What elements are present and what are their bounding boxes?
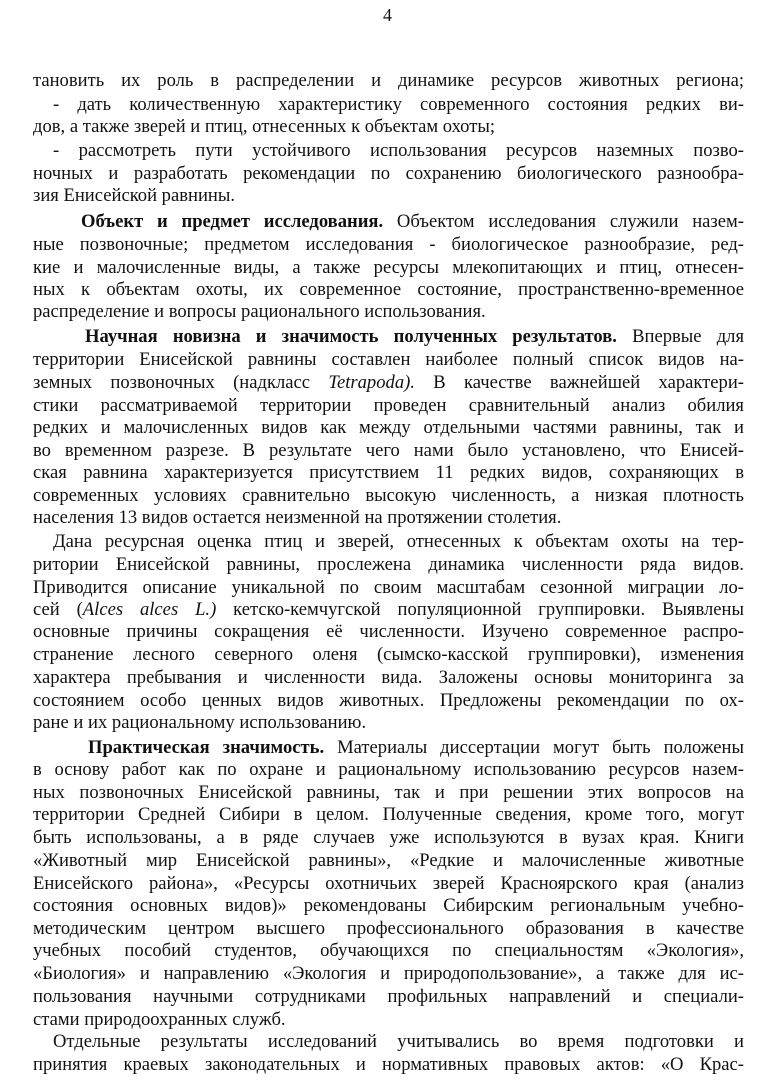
text-line-11: распределение и вопросы рационального использования. <box>33 301 486 323</box>
text-line-23: Приводится описание уникальной по своим масштабам сезонной миграции ло- <box>33 576 744 598</box>
section-heading-novelty: Научная новизна и значимость полученных результатов. <box>85 326 617 348</box>
text-line-16: редких и малочисленных видов как между отдельными частями равнины, так и <box>33 416 744 438</box>
text-line-9: кие и малочисленные виды, а также ресурсы млекопитающих и птиц, отнесен- <box>33 256 744 278</box>
text-line-41: пользования научными сотрудниками профильных направлений и специали- <box>33 985 744 1007</box>
text-line-4: - рассмотреть пути устойчивого использования ресурсов наземных позво- <box>53 140 744 162</box>
text-line-18: ская равнина характеризуется присутствием 11 редких видов, сохраняющих в <box>33 462 744 484</box>
text-line-35: «Животный мир Енисейской равнины», «Редкие и малочисленные животные <box>33 849 744 871</box>
text-line-44: принятия краевых законодательных и нормативных правовых актов: «О Крас- <box>33 1054 744 1075</box>
text-line-33: территории Средней Сибири в целом. Полученные сведения, кроме того, могут <box>33 804 744 826</box>
text-line-14: земных позвоночных (надкласс Tetrapoda). В качестве важнейшей характери- <box>33 371 744 393</box>
text-line-37: состояния основных видов)» рекомендованы Сибирским региональным учебно- <box>33 894 744 916</box>
text-line-13: территории Енисейской равнины составлен наиболее полный список видов на- <box>33 349 744 371</box>
text-line-43: Отдельные результаты исследований учитывались во время подготовки и <box>53 1030 744 1052</box>
text-line-26: странение лесного северного оленя (сымско-касской группировки), изменения <box>33 644 744 666</box>
text-line-30: Практическая значимость. Материалы диссертации могут быть положены <box>88 736 744 758</box>
section-heading-practical: Практическая значимость. <box>88 736 325 758</box>
text-line-39: учебных пособий студентов, обучающихся по специальностям «Экология», <box>33 940 744 962</box>
text-line-6: зия Енисейской равнины. <box>33 184 235 206</box>
text-line-1: тановить их роль в распределении и динамике ресурсов животных региона; <box>33 70 744 91</box>
text-line-25: основные причины сокращения её численности. Изучено современное распро- <box>33 621 744 643</box>
text-line-19: современных условиях сравнительно высокую численность, а низкая плотность <box>33 485 744 507</box>
text-line-7: Объект и предмет исследования. Объектом исследования служили назем- <box>81 210 744 232</box>
text-line-42: стами природоохранных служб. <box>33 1008 286 1030</box>
text-line-5: ночных и разработать рекомендации по сохранению биологического разнообра- <box>33 162 744 184</box>
text-line-17: во временном разрезе. В результате чего нами было установлено, что Енисей- <box>33 439 744 461</box>
text-line-8: ные позвоночные; предметом исследования - биологическое разнообразие, ред- <box>33 233 744 255</box>
text-line-31: в основу работ как по охране и рациональному использованию ресурсов назем- <box>33 759 744 780</box>
text-line-38: методическим центром высшего профессионального образования в качестве <box>33 918 744 940</box>
text-line-40: «Биология» и направлению «Экология и природопользование», а также для ис- <box>33 963 744 985</box>
text-line-27: характера пребывания и численности вида. Заложены основы мониторинга за <box>33 666 744 688</box>
page-number: 4 <box>383 5 392 25</box>
text-line-24: сей (Alces alces L.) кетско-кемчугской популяционной группировки. Выявлены <box>33 599 744 620</box>
text-line-2: - дать количественную характеристику современного состояния редких ви- <box>53 94 744 115</box>
text-line-34: быть использованы, а в ряде случаев уже используются в вузах края. Книги <box>33 827 744 849</box>
text-line-22: ритории Енисейской равнины, прослежена динамика численности ряда видов. <box>33 553 744 575</box>
text-line-29: ране и их рациональному использованию. <box>33 711 367 733</box>
text-line-10: ных к объектам охоты, их современное состояние, пространственно-временное <box>33 279 744 300</box>
text-line-20: населения 13 видов остается неизменной на протяжении столетия. <box>33 507 562 529</box>
text-line-15: стики рассматриваемой территории проведен сравнительный анализ обилия <box>33 394 744 416</box>
text-line-32: ных позвоночных Енисейской равнины, так и при решении этих вопросов на <box>33 782 744 804</box>
text-line-36: Енисейского района», «Ресурсы охотничьих зверей Красноярского края (анализ <box>33 872 744 894</box>
text-line-12: Научная новизна и значимость полученных результатов. Впервые для <box>85 326 745 348</box>
text-line-3: дов, а также зверей и птиц, отнесенных к объектам охоты; <box>33 116 495 138</box>
section-heading-object: Объект и предмет исследования. <box>81 210 384 232</box>
text-line-28: состоянием особо ценных видов животных. Предложены рекомендации по ох- <box>33 689 744 711</box>
text-line-21: Дана ресурсная оценка птиц и зверей, отнесенных к объектам охоты на тер- <box>53 530 744 552</box>
